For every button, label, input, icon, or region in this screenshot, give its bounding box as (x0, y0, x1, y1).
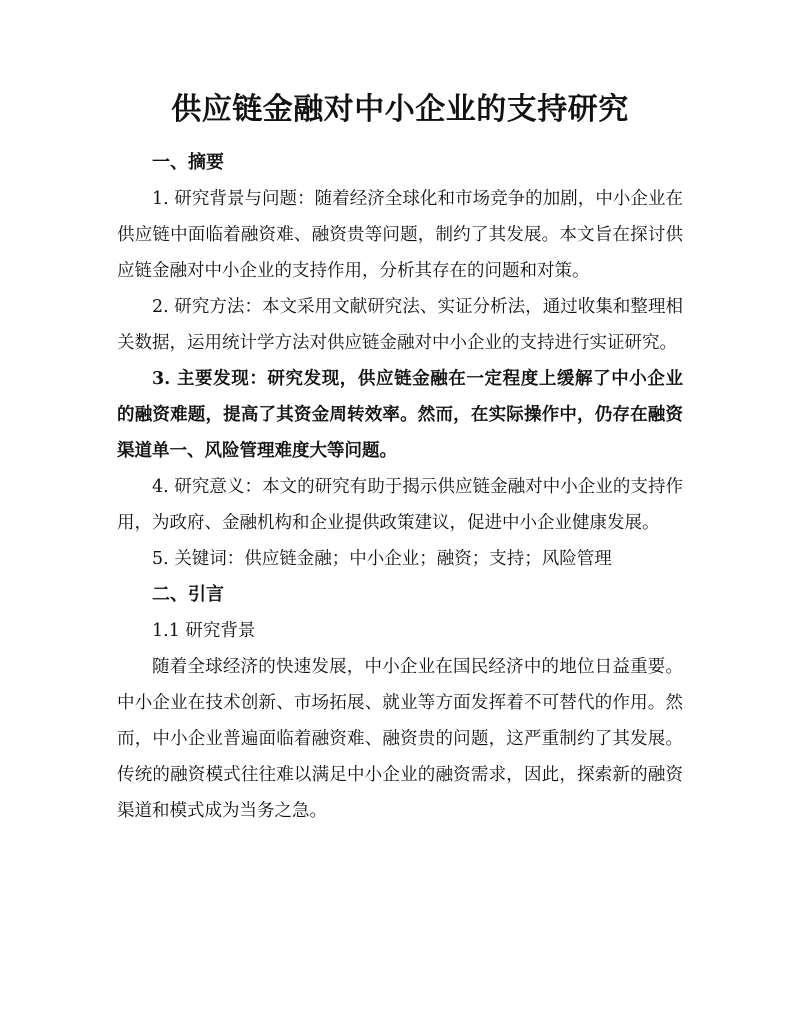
abstract-item-background: 1. 研究背景与问题：随着经济全球化和市场竞争的加剧，中小企业在供应链中面临着融资难、融资贵等问题，制约了其发展。本文旨在探讨供应链金融对中小企业的支持作用，分析其存在的问题和对策。 (117, 189, 683, 281)
intro-heading: 二、引言 (152, 584, 224, 605)
abstract-heading: 一、摘要 (152, 152, 224, 173)
abstract-item-keywords: 5. 关键词：供应链金融；中小企业；融资；支持；风险管理 (152, 549, 612, 569)
document-body (117, 145, 683, 829)
abstract-item-findings: 3. 主要发现：研究发现，供应链金融在一定程度上缓解了中小企业的融资难题，提高了其资金周转效率。然而，在实际操作中，仍存在融资渠道单一、风险管理难度大等问题。 (117, 369, 683, 461)
abstract-item-methods: 2. 研究方法：本文采用文献研究法、实证分析法，通过收集和整理相关数据，运用统计学方法对供应链金融对中小企业的支持进行实证研究。 (117, 297, 683, 353)
abstract-item-significance: 4. 研究意义：本文的研究有助于揭示供应链金融对中小企业的支持作用，为政府、金融机构和企业提供政策建议，促进中小企业健康发展。 (117, 477, 683, 533)
document-title: 供应链金融对中小企业的支持研究 (171, 92, 629, 127)
intro-subheading: 1.1 研究背景 (152, 621, 256, 641)
intro-paragraph: 随着全球经济的快速发展，中小企业在国民经济中的地位日益重要。中小企业在技术创新、市场拓展、就业等方面发挥着不可替代的作用。然而，中小企业普遍面临着融资难、融资贵的问题，这严重制约了其发展。传统的融资模式往往难以满足中小企业的融资需求，因此，探索新的融资渠道和模式成为当务之急。 (117, 657, 683, 821)
